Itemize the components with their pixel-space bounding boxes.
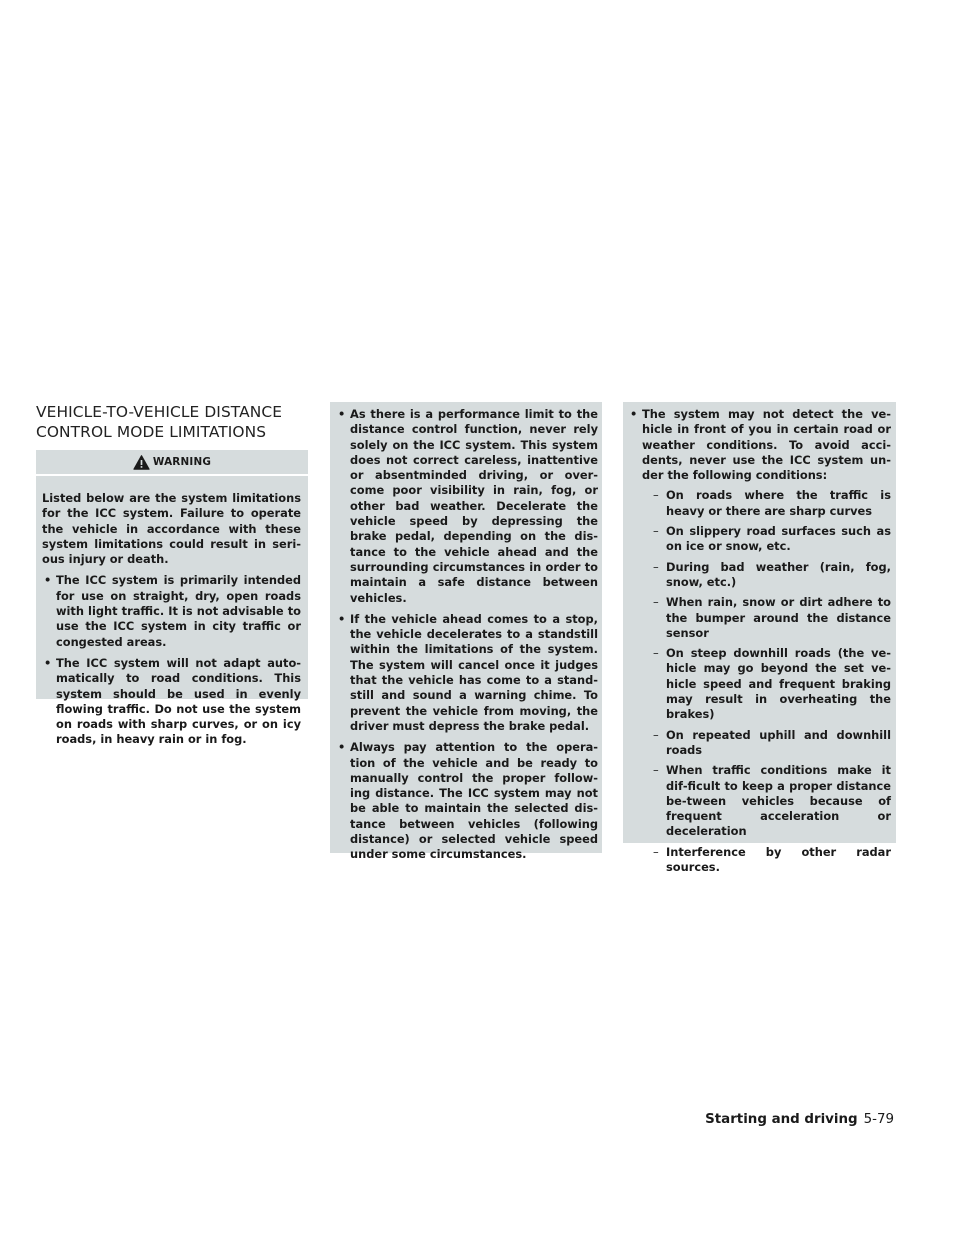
- bullet-text: The ICC system will not adapt auto-matically to road conditions. This system should be used in evenly flowing traffic. Do not use the system on roads with sharp curves, or on icy roads, in heavy rain or in fog.: [56, 655, 301, 747]
- page-number: 5-79: [863, 1112, 894, 1127]
- warning-list-col3: [628, 407, 891, 483]
- bullet-mark: •: [44, 655, 52, 670]
- bullet-mark: •: [338, 407, 346, 421]
- conditions-sublist: [628, 488, 891, 875]
- page-footer: [705, 1112, 894, 1127]
- sub-list-item: [628, 845, 891, 876]
- warning-header: [36, 450, 308, 476]
- bullet-text: Always pay attention to the opera-tion of the vehicle and be ready to manually control the proper follow-ing distance. The ICC system may not be able to maintain the selected dis-tance between vehicles (following distance) or selected vehicle speed under some circumstances.: [350, 740, 598, 862]
- sub-text: On roads where the traffic is heavy or there are sharp curves: [666, 488, 891, 518]
- bullet-text: As there is a performance limit to the distance control function, never rely solely on the ICC system. This system does not correct careless, inattentive or absentminded driving, or over-come poor visibility in rain, fog, or other bad weather. Decelerate the vehicle speed by depressing the brake pedal, depending on the dis-tance to the vehicle ahead and the surrounding circumstances in order to maintain a safe distance between vehicles.: [350, 407, 598, 605]
- warning-intro: Listed below are the system limitations for the ICC system. Failure to operate the vehicle in accordance with these system limitations could result in seri-ous injury or death.: [42, 491, 301, 567]
- list-item: [336, 407, 598, 606]
- sub-text: When traffic conditions make it dif-ficult to keep a proper distance be-tween vehicles because of frequent acceleration or deceleration: [666, 763, 891, 839]
- bullet-mark: •: [338, 611, 346, 626]
- warning-triangle-icon: [133, 455, 150, 470]
- dash-mark: –: [653, 488, 659, 503]
- dash-mark: –: [653, 763, 659, 778]
- bullet-mark: •: [630, 407, 638, 421]
- sub-text: When rain, snow or dirt adhere to the bumper around the distance sensor: [666, 595, 891, 640]
- sub-text: Interference by other radar sources.: [666, 844, 891, 875]
- sub-list-item: [628, 728, 891, 759]
- warning-panel-col2: [330, 402, 602, 862]
- bullet-mark: •: [338, 740, 346, 755]
- list-item: [336, 740, 598, 862]
- dash-mark: –: [653, 844, 659, 859]
- warning-label: WARNING: [152, 456, 212, 468]
- warning-panel-col1: [36, 450, 308, 747]
- bullet-text: The system may not detect the ve-hicle in front of you in certain road or weather conditions. To avoid acci-dents, never use the ICC system un-der the following conditions:: [642, 407, 891, 483]
- dash-mark: –: [653, 559, 659, 574]
- warning-list-col2: [336, 407, 598, 863]
- footer-section-name: Starting and driving: [705, 1112, 858, 1127]
- dash-mark: –: [653, 727, 659, 742]
- bullet-text: The ICC system is primarily intended for use on straight, dry, open roads with light traffic. It is not advisable to use the ICC system in city traffic or congested areas.: [56, 573, 301, 649]
- section-title: VEHICLE-TO-VEHICLE DISTANCE CONTROL MODE LIMITATIONS: [36, 403, 283, 441]
- dash-mark: –: [653, 646, 659, 661]
- bullet-text: If the vehicle ahead comes to a stop, the vehicle decelerates to a standstill within the limitations of the system. The system will cancel once it judges that the vehicle has come to a stand-still and sound a warning chime. To prevent the vehicle from moving, the driver must depress the brake pedal.: [350, 611, 598, 733]
- sub-list-item: [628, 595, 891, 641]
- sub-list-item: [628, 646, 891, 722]
- dash-mark: –: [653, 595, 659, 610]
- list-item: [336, 612, 598, 734]
- sub-list-item: [628, 488, 891, 519]
- sub-list-item: [628, 560, 891, 591]
- warning-list-col1: [42, 573, 301, 747]
- bullet-mark: •: [44, 573, 52, 588]
- list-item: [42, 573, 301, 649]
- sub-text: On steep downhill roads (the ve-hicle may go beyond the set ve-hicle speed and frequent braking may result in overheating the brakes): [666, 646, 891, 722]
- warning-panel-col3: [623, 402, 896, 875]
- list-item: [42, 656, 301, 748]
- sub-text: On slippery road surfaces such as on ice or snow, etc.: [666, 524, 891, 554]
- sub-text: On repeated uphill and downhill roads: [666, 727, 891, 757]
- list-item: [628, 407, 891, 483]
- sub-text: During bad weather (rain, fog, snow, etc.): [666, 559, 891, 589]
- sub-list-item: [628, 763, 891, 839]
- sub-list-item: [628, 524, 891, 555]
- dash-mark: –: [653, 524, 659, 539]
